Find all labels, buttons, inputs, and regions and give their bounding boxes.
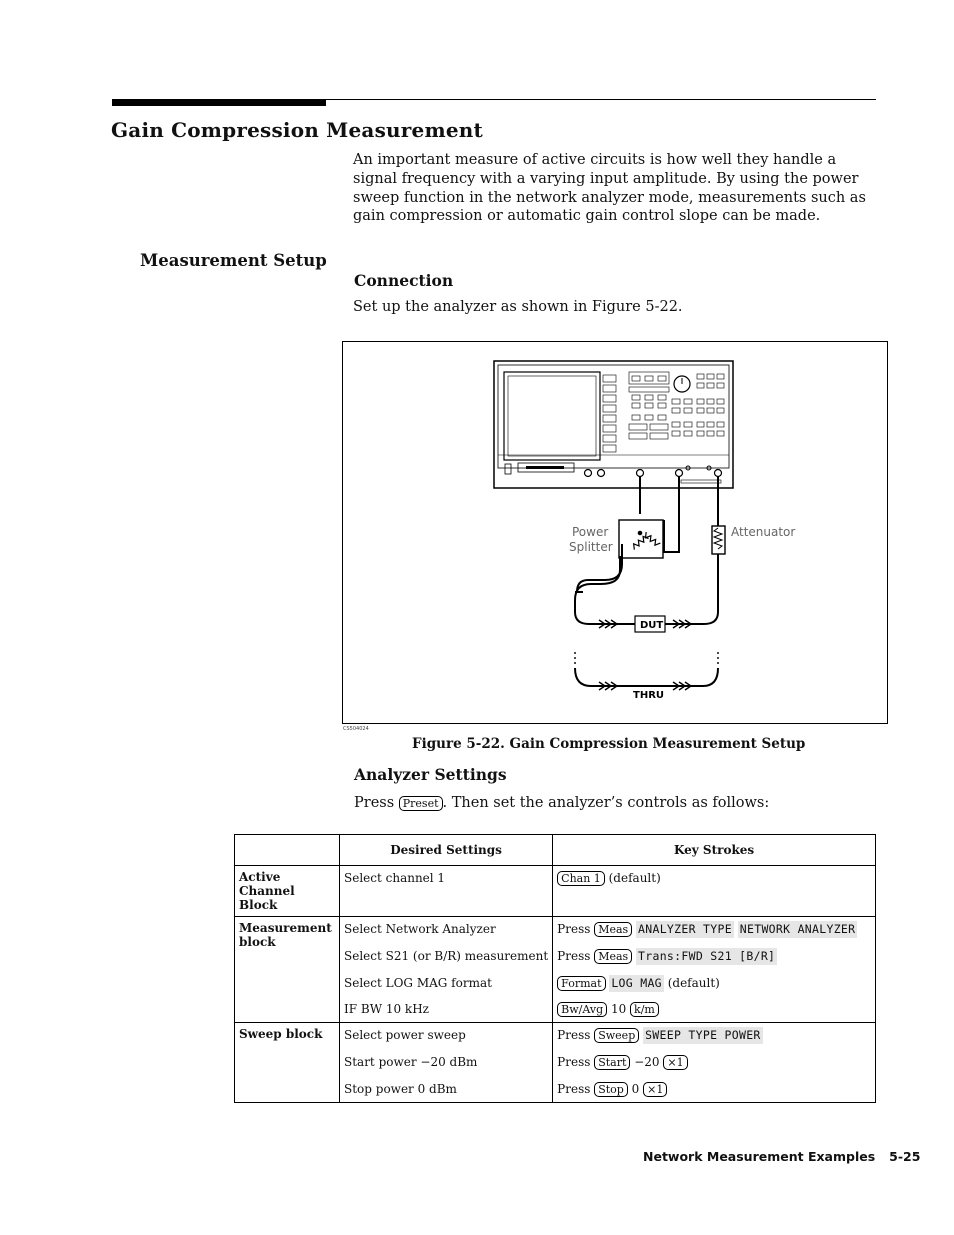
block-label: Sweep block bbox=[235, 1023, 340, 1103]
analyzer-settings-heading: Analyzer Settings bbox=[354, 765, 507, 784]
figure-id: CS504024 bbox=[343, 726, 369, 732]
header-rule-thick bbox=[112, 99, 326, 106]
setting-text: Select LOG MAG format bbox=[344, 975, 492, 990]
keystroke-line bbox=[557, 921, 871, 948]
keystroke-line bbox=[557, 870, 871, 887]
keystroke-line bbox=[557, 1081, 871, 1098]
desired-settings-cell bbox=[340, 917, 553, 1023]
power-label: Power bbox=[572, 525, 609, 539]
desired-settings-cell bbox=[340, 1023, 553, 1103]
hardkey: Start bbox=[594, 1055, 630, 1070]
instruction-rest: . Then set the analyzer’s controls as follows: bbox=[442, 795, 770, 811]
intro-paragraph: An important measure of active circuits is how well they handle a signal frequency with a varying input amplitude. By using the power sweep function in the network analyzer mode, measurements such as gain compression or automatic gain control slope can be made. bbox=[353, 152, 866, 225]
keystroke-text: (default) bbox=[663, 975, 720, 990]
keystroke-line bbox=[557, 975, 871, 1002]
section-heading: Measurement Setup bbox=[140, 251, 327, 270]
press-text: Press bbox=[354, 795, 395, 811]
table-row bbox=[235, 1023, 876, 1103]
hardkey: Meas bbox=[594, 922, 632, 937]
block-label: Measurement block bbox=[235, 917, 340, 1023]
hardkey: Bw/Avg bbox=[557, 1002, 607, 1017]
softkey: Trans:FWD S21 [B/R] bbox=[638, 948, 776, 963]
setting-text: IF BW 10 kHz bbox=[344, 1002, 429, 1017]
page-footer bbox=[643, 1149, 920, 1164]
setup-diagram bbox=[343, 342, 887, 723]
keystroke-text: 0 bbox=[627, 1081, 644, 1096]
power-splitter-icon bbox=[619, 520, 663, 558]
keystroke-text: Press bbox=[557, 1081, 595, 1096]
table-row bbox=[235, 917, 876, 1023]
setting-text: Select power sweep bbox=[344, 1028, 466, 1043]
keystroke-line bbox=[557, 1027, 871, 1054]
keystroke-text: Press bbox=[557, 948, 595, 963]
dut-label: DUT bbox=[640, 620, 664, 631]
key-strokes-cell bbox=[553, 1023, 876, 1103]
hardkey: ×1 bbox=[643, 1082, 667, 1097]
splitter-label: Splitter bbox=[569, 540, 613, 554]
settings-table bbox=[234, 834, 876, 1103]
desired-settings-cell bbox=[340, 866, 553, 917]
keystroke-text: 10 bbox=[607, 1002, 631, 1017]
figure-caption: Figure 5-22. Gain Compression Measurement Setup bbox=[412, 736, 806, 752]
network-analyzer-icon bbox=[494, 361, 733, 488]
hardkey: Stop bbox=[594, 1082, 628, 1097]
setting-text: Select Network Analyzer bbox=[344, 922, 496, 936]
hardkey: Chan 1 bbox=[557, 871, 605, 886]
hardkey: Meas bbox=[594, 949, 632, 964]
figure-frame bbox=[342, 341, 888, 724]
keystroke-text: −20 bbox=[630, 1055, 664, 1070]
softkey: LOG MAG bbox=[611, 975, 662, 990]
keystroke-text: Press bbox=[557, 1028, 595, 1043]
keystroke-text: (default) bbox=[604, 871, 661, 885]
softkey: SWEEP TYPE POWER bbox=[645, 1028, 761, 1043]
keystroke-text: Press bbox=[557, 1055, 595, 1070]
attenuator-icon bbox=[712, 526, 725, 554]
header-blank bbox=[235, 835, 340, 866]
thru-label: THRU bbox=[633, 690, 665, 701]
keystroke-line bbox=[557, 948, 871, 975]
softkey: NETWORK ANALYZER bbox=[739, 922, 856, 936]
page-title: Gain Compression Measurement bbox=[111, 118, 483, 142]
setting-text: Select S21 (or B/R) measurement bbox=[344, 948, 549, 963]
header-key-strokes: Key Strokes bbox=[553, 835, 876, 866]
connection-text: Set up the analyzer as shown in Figure 5-22. bbox=[353, 299, 683, 315]
block-label: Active Channel Block bbox=[235, 866, 340, 917]
hardkey: Format bbox=[557, 976, 605, 991]
preset-key: Preset bbox=[399, 796, 443, 811]
attenuator-label: Attenuator bbox=[731, 525, 796, 539]
page-number: 5-25 bbox=[889, 1149, 921, 1164]
keystroke-line bbox=[557, 1001, 871, 1018]
footer-title: Network Measurement Examples bbox=[643, 1149, 876, 1164]
key-strokes-cell bbox=[553, 917, 876, 1023]
connection-heading: Connection bbox=[354, 271, 454, 290]
thru-path bbox=[575, 652, 718, 690]
keystroke-line bbox=[557, 1054, 871, 1081]
setting-text: Select channel 1 bbox=[344, 871, 446, 885]
setting-text: Stop power 0 dBm bbox=[344, 1081, 457, 1096]
preset-instruction bbox=[354, 795, 769, 811]
hardkey: ×1 bbox=[663, 1055, 687, 1070]
hardkey: Sweep bbox=[594, 1028, 639, 1043]
hardkey: k/m bbox=[630, 1002, 659, 1017]
softkey: ANALYZER TYPE bbox=[638, 922, 732, 936]
setting-text: Start power −20 dBm bbox=[344, 1055, 478, 1070]
table-row bbox=[235, 866, 876, 917]
keystroke-text: Press bbox=[557, 922, 595, 936]
table-header-row bbox=[235, 835, 876, 866]
key-strokes-cell bbox=[553, 866, 876, 917]
header-desired-settings: Desired Settings bbox=[340, 835, 553, 866]
